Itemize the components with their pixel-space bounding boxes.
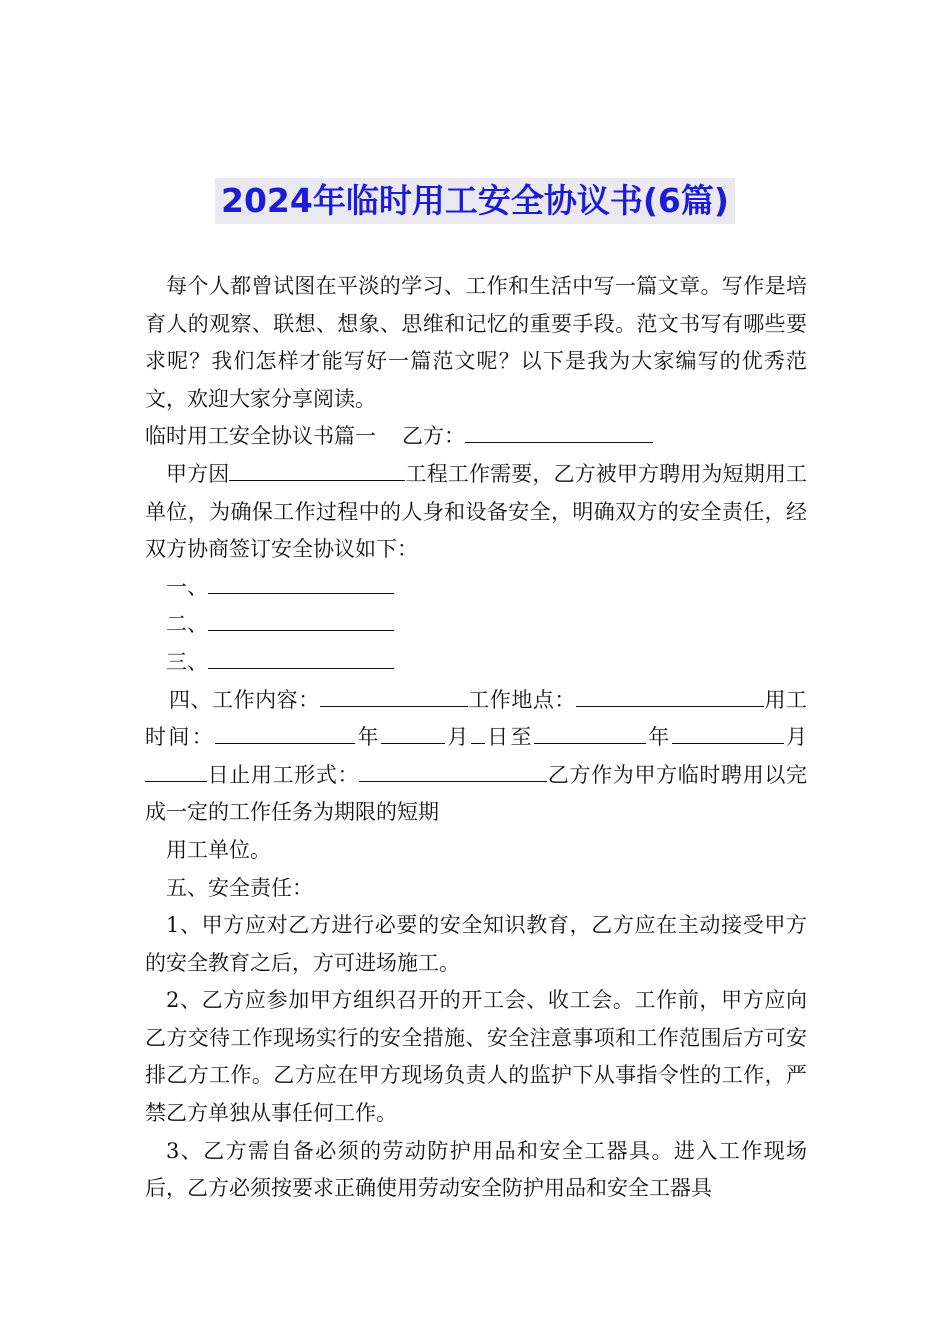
document-title: 2024年临时用工安全协议书(6篇) (215, 178, 735, 224)
work-form-text: 乙方作为甲方临时聘用以完成一定的工作任务为期限的短期 (145, 762, 808, 825)
project-blank (229, 459, 405, 481)
item-label-1: 一、 (166, 574, 208, 599)
item-blank-1 (208, 572, 394, 594)
safety-clause-2: 2、乙方应参加甲方组织召开的开工会、收工会。工作前，甲方应向乙方交待工作现场实行的安全措施、安全注意事项和工作范围后方可安排乙方工作。乙方应在甲方现场负责人的监护下从事指令性的工作，严禁乙方单独从事任何工作。 (145, 988, 807, 1126)
intro-paragraph: 每个人都曾试图在平淡的学习、工作和生活中写一篇文章。写作是培育人的观察、联想、想象、思维和记忆的重要手段。范文书写有哪些要求呢？我们怎样才能写好一篇范文呢？以下是我为大家编写的优秀范文，欢迎大家分享阅读。 (145, 274, 807, 411)
document-body (145, 268, 807, 1208)
work-place-blank (576, 685, 764, 707)
item-label-2: 二、 (166, 612, 208, 637)
work-place-label: 工作地点： (467, 687, 576, 712)
party-b-blank (465, 421, 653, 443)
end-day-blank (145, 760, 207, 782)
start-day-blank (471, 722, 485, 744)
section-heading-line (145, 418, 807, 456)
year-label-2: 年 (645, 725, 672, 750)
item-blank-3 (208, 647, 394, 669)
work-time-label: 工时间： (145, 687, 808, 750)
safety-heading: 五、安全责任： (166, 875, 313, 900)
month-label-1: 月 (444, 725, 471, 750)
end-month-blank (672, 722, 784, 744)
work-content-label: 四、工作内容： (169, 687, 320, 712)
start-month-blank (381, 722, 445, 744)
cause-text: 工程工作需要，乙方被甲方聘用为短期用工单位，为确保工作过程中的人身和设备安全，明确双方的安全责任，经双方协商签订安全协议如下： (145, 461, 808, 562)
day-end-label: 日止用工形式： (207, 762, 360, 787)
work-paragraph (145, 682, 807, 832)
work-content-blank (320, 685, 468, 707)
safety-clause-1: 1、甲方应对乙方进行必要的安全知识教育，乙方应在主动接受甲方的安全教育之后，方可进场施工。 (145, 913, 807, 975)
section-heading: 临时用工安全协议书篇一 (145, 424, 376, 449)
item-line-3 (145, 644, 807, 682)
item-line-2 (145, 606, 807, 644)
end-year-blank (534, 722, 646, 744)
party-b-label: 乙方： (402, 424, 465, 449)
work-form-blank (359, 760, 547, 782)
year-label-1: 年 (355, 725, 381, 750)
day-to-label: 日至 (484, 725, 534, 750)
item-line-1 (145, 569, 807, 607)
start-year-blank (215, 722, 355, 744)
title-container (0, 178, 950, 224)
item-blank-2 (208, 609, 394, 631)
unit-line: 用工单位。 (166, 837, 271, 862)
month-label-2: 月 (783, 725, 808, 750)
safety-clause-3: 3、乙方需自备必须的劳动防护用品和安全工器具。进入工作现场后，乙方必须按要求正确使用劳动安全防护用品和安全工器具 (145, 1138, 807, 1201)
cause-paragraph (145, 456, 807, 569)
cause-prefix: 甲方因 (166, 461, 230, 486)
item-label-3: 三、 (166, 649, 208, 674)
work-time-pre: 用 (763, 687, 787, 712)
